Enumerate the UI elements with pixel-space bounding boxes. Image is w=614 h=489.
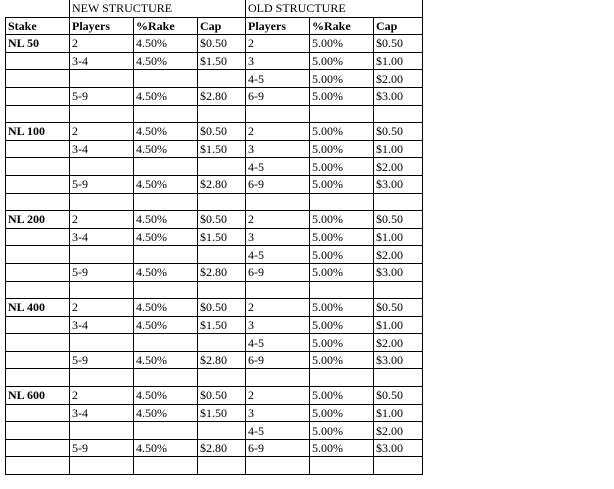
- empty-cell: [198, 281, 246, 299]
- empty-cell: [246, 193, 310, 211]
- table-row: [6, 387, 423, 405]
- old-cap-cell: $1.00: [374, 404, 423, 422]
- table-row: [6, 158, 423, 176]
- empty-cell: [134, 457, 198, 475]
- table-row: [6, 123, 423, 141]
- new-players-column-header: Players: [70, 17, 134, 35]
- new-cap-cell: $2.80: [198, 351, 246, 369]
- new-cap-cell: [198, 334, 246, 352]
- new-players-cell: [70, 246, 134, 264]
- stake-label: NL 100: [6, 123, 70, 141]
- stake-cell: [6, 70, 70, 88]
- empty-cell: [134, 105, 198, 123]
- new-players-cell: 3-4: [70, 228, 134, 246]
- spacer-row: [6, 457, 423, 475]
- new-cap-cell: $0.50: [198, 35, 246, 53]
- stake-label: NL 50: [6, 35, 70, 53]
- new-players-cell: 2: [70, 387, 134, 405]
- old-players-cell: 3: [246, 404, 310, 422]
- stake-cell: [6, 263, 70, 281]
- new-rake-cell: 4.50%: [134, 211, 198, 229]
- new-players-cell: 3-4: [70, 52, 134, 70]
- empty-cell: [6, 193, 70, 211]
- new-players-cell: 2: [70, 299, 134, 317]
- new-rake-cell: 4.50%: [134, 123, 198, 141]
- column-header-row: [6, 17, 423, 35]
- old-rake-cell: 5.00%: [310, 140, 374, 158]
- new-players-cell: [70, 422, 134, 440]
- new-cap-cell: $0.50: [198, 387, 246, 405]
- stake-label: NL 600: [6, 387, 70, 405]
- new-players-cell: [70, 158, 134, 176]
- old-rake-cell: 5.00%: [310, 299, 374, 317]
- new-rake-cell: 4.50%: [134, 351, 198, 369]
- new-cap-cell: $1.50: [198, 404, 246, 422]
- old-players-cell: 3: [246, 316, 310, 334]
- empty-cell: [310, 457, 374, 475]
- old-cap-cell: $3.00: [374, 263, 423, 281]
- old-cap-cell: $2.00: [374, 70, 423, 88]
- stake-cell: [6, 334, 70, 352]
- new-players-cell: [70, 70, 134, 88]
- empty-cell: [374, 193, 423, 211]
- table-row: [6, 316, 423, 334]
- old-players-cell: 6-9: [246, 175, 310, 193]
- old-players-cell: 2: [246, 35, 310, 53]
- table-row: [6, 140, 423, 158]
- new-players-cell: 5-9: [70, 87, 134, 105]
- empty-cell: [310, 193, 374, 211]
- new-cap-column-header: Cap: [198, 17, 246, 35]
- empty-cell: [134, 281, 198, 299]
- empty-cell: [374, 457, 423, 475]
- empty-cell: [198, 105, 246, 123]
- structure-header-row: [6, 0, 423, 17]
- new-cap-cell: [198, 422, 246, 440]
- old-rake-cell: 5.00%: [310, 70, 374, 88]
- old-cap-cell: $1.00: [374, 140, 423, 158]
- old-players-cell: 6-9: [246, 87, 310, 105]
- new-cap-cell: $0.50: [198, 123, 246, 141]
- new-cap-cell: $1.50: [198, 228, 246, 246]
- old-players-column-header: Players: [246, 17, 310, 35]
- old-cap-cell: $0.50: [374, 123, 423, 141]
- new-rake-cell: [134, 158, 198, 176]
- empty-cell: [310, 369, 374, 387]
- table-row: [6, 246, 423, 264]
- stake-cell: [6, 439, 70, 457]
- new-rake-cell: 4.50%: [134, 140, 198, 158]
- stake-cell: [6, 246, 70, 264]
- old-cap-cell: $1.00: [374, 316, 423, 334]
- stake-cell: [6, 87, 70, 105]
- empty-cell: [374, 105, 423, 123]
- old-rake-cell: 5.00%: [310, 404, 374, 422]
- old-players-cell: 2: [246, 211, 310, 229]
- spacer-row: [6, 281, 423, 299]
- old-cap-column-header: Cap: [374, 17, 423, 35]
- new-players-cell: 3-4: [70, 404, 134, 422]
- old-cap-cell: $3.00: [374, 87, 423, 105]
- new-players-cell: 2: [70, 211, 134, 229]
- old-players-cell: 3: [246, 140, 310, 158]
- table-row: [6, 263, 423, 281]
- old-rake-cell: 5.00%: [310, 334, 374, 352]
- old-players-cell: 2: [246, 299, 310, 317]
- table-row: [6, 175, 423, 193]
- empty-cell: [310, 281, 374, 299]
- old-cap-cell: $1.00: [374, 228, 423, 246]
- empty-cell: [374, 369, 423, 387]
- empty-cell: [246, 105, 310, 123]
- table-row: [6, 228, 423, 246]
- empty-cell: [70, 281, 134, 299]
- old-cap-cell: $3.00: [374, 351, 423, 369]
- old-rake-cell: 5.00%: [310, 175, 374, 193]
- spacer-row: [6, 105, 423, 123]
- stake-cell: [6, 404, 70, 422]
- old-rake-cell: 5.00%: [310, 228, 374, 246]
- new-cap-cell: $2.80: [198, 87, 246, 105]
- new-cap-cell: $2.80: [198, 439, 246, 457]
- old-players-cell: 4-5: [246, 422, 310, 440]
- old-players-cell: 4-5: [246, 70, 310, 88]
- table-row: [6, 422, 423, 440]
- new-rake-cell: 4.50%: [134, 228, 198, 246]
- old-players-cell: 6-9: [246, 439, 310, 457]
- old-players-cell: 2: [246, 123, 310, 141]
- new-players-cell: [70, 334, 134, 352]
- corner-cell: [6, 0, 70, 17]
- old-rake-cell: 5.00%: [310, 439, 374, 457]
- new-rake-cell: 4.50%: [134, 175, 198, 193]
- old-cap-cell: $0.50: [374, 299, 423, 317]
- new-structure-heading: NEW STRUCTURE: [70, 0, 246, 17]
- empty-cell: [6, 281, 70, 299]
- empty-cell: [6, 369, 70, 387]
- old-rake-column-header: %Rake: [310, 17, 374, 35]
- new-cap-cell: $0.50: [198, 299, 246, 317]
- new-cap-cell: $1.50: [198, 52, 246, 70]
- old-rake-cell: 5.00%: [310, 263, 374, 281]
- stake-cell: [6, 52, 70, 70]
- empty-cell: [198, 369, 246, 387]
- old-cap-cell: $2.00: [374, 334, 423, 352]
- old-players-cell: 3: [246, 52, 310, 70]
- stake-cell: [6, 228, 70, 246]
- new-rake-cell: [134, 422, 198, 440]
- old-rake-cell: 5.00%: [310, 35, 374, 53]
- table-row: [6, 404, 423, 422]
- old-cap-cell: $3.00: [374, 439, 423, 457]
- old-cap-cell: $2.00: [374, 158, 423, 176]
- new-cap-cell: $1.50: [198, 316, 246, 334]
- old-rake-cell: 5.00%: [310, 211, 374, 229]
- empty-cell: [134, 193, 198, 211]
- new-rake-cell: 4.50%: [134, 404, 198, 422]
- table-row: [6, 35, 423, 53]
- new-players-cell: 3-4: [70, 140, 134, 158]
- old-rake-cell: 5.00%: [310, 316, 374, 334]
- empty-cell: [70, 457, 134, 475]
- new-players-cell: 2: [70, 35, 134, 53]
- new-players-cell: 3-4: [70, 316, 134, 334]
- table-row: [6, 439, 423, 457]
- old-cap-cell: $1.00: [374, 52, 423, 70]
- empty-cell: [70, 369, 134, 387]
- old-rake-cell: 5.00%: [310, 246, 374, 264]
- old-rake-cell: 5.00%: [310, 158, 374, 176]
- stake-cell: [6, 351, 70, 369]
- new-players-cell: 5-9: [70, 263, 134, 281]
- old-cap-cell: $0.50: [374, 211, 423, 229]
- stake-column-header: Stake: [6, 17, 70, 35]
- old-players-cell: 6-9: [246, 351, 310, 369]
- table-row: [6, 211, 423, 229]
- old-rake-cell: 5.00%: [310, 52, 374, 70]
- spacer-row: [6, 369, 423, 387]
- old-players-cell: 2: [246, 387, 310, 405]
- new-cap-cell: $2.80: [198, 175, 246, 193]
- old-players-cell: 4-5: [246, 334, 310, 352]
- new-cap-cell: [198, 158, 246, 176]
- table-row: [6, 70, 423, 88]
- old-cap-cell: $2.00: [374, 422, 423, 440]
- empty-cell: [6, 457, 70, 475]
- empty-cell: [246, 457, 310, 475]
- empty-cell: [198, 457, 246, 475]
- spacer-row: [6, 193, 423, 211]
- empty-cell: [246, 369, 310, 387]
- old-cap-cell: $0.50: [374, 387, 423, 405]
- new-cap-cell: [198, 246, 246, 264]
- stake-cell: [6, 140, 70, 158]
- old-cap-cell: $2.00: [374, 246, 423, 264]
- new-rake-cell: [134, 334, 198, 352]
- new-cap-cell: $0.50: [198, 211, 246, 229]
- empty-cell: [70, 193, 134, 211]
- empty-cell: [374, 281, 423, 299]
- old-rake-cell: 5.00%: [310, 87, 374, 105]
- new-rake-cell: 4.50%: [134, 387, 198, 405]
- old-cap-cell: $3.00: [374, 175, 423, 193]
- new-rake-cell: 4.50%: [134, 263, 198, 281]
- new-cap-cell: [198, 70, 246, 88]
- new-rake-cell: 4.50%: [134, 87, 198, 105]
- old-rake-cell: 5.00%: [310, 387, 374, 405]
- stake-label: NL 200: [6, 211, 70, 229]
- stake-cell: [6, 422, 70, 440]
- table-row: [6, 351, 423, 369]
- new-rake-cell: 4.50%: [134, 316, 198, 334]
- empty-cell: [70, 105, 134, 123]
- stake-label: NL 400: [6, 299, 70, 317]
- old-players-cell: 3: [246, 228, 310, 246]
- empty-cell: [134, 369, 198, 387]
- new-rake-cell: [134, 70, 198, 88]
- new-rake-cell: 4.50%: [134, 52, 198, 70]
- table-row: [6, 87, 423, 105]
- new-cap-cell: $2.80: [198, 263, 246, 281]
- old-rake-cell: 5.00%: [310, 351, 374, 369]
- old-structure-heading: OLD STRUCTURE: [246, 0, 423, 17]
- table-row: [6, 334, 423, 352]
- old-rake-cell: 5.00%: [310, 422, 374, 440]
- new-rake-column-header: %Rake: [134, 17, 198, 35]
- table-row: [6, 52, 423, 70]
- old-cap-cell: $0.50: [374, 35, 423, 53]
- stake-cell: [6, 158, 70, 176]
- stake-cell: [6, 316, 70, 334]
- old-players-cell: 6-9: [246, 263, 310, 281]
- new-players-cell: 5-9: [70, 351, 134, 369]
- empty-cell: [310, 105, 374, 123]
- empty-cell: [6, 105, 70, 123]
- empty-cell: [246, 281, 310, 299]
- new-players-cell: 2: [70, 123, 134, 141]
- new-rake-cell: 4.50%: [134, 35, 198, 53]
- empty-cell: [198, 193, 246, 211]
- old-players-cell: 4-5: [246, 158, 310, 176]
- old-players-cell: 4-5: [246, 246, 310, 264]
- stake-cell: [6, 175, 70, 193]
- new-rake-cell: [134, 246, 198, 264]
- rake-table-body: [6, 0, 423, 475]
- new-cap-cell: $1.50: [198, 140, 246, 158]
- new-rake-cell: 4.50%: [134, 299, 198, 317]
- new-players-cell: 5-9: [70, 439, 134, 457]
- rake-comparison-table: [5, 0, 423, 475]
- new-players-cell: 5-9: [70, 175, 134, 193]
- old-rake-cell: 5.00%: [310, 123, 374, 141]
- new-rake-cell: 4.50%: [134, 439, 198, 457]
- table-row: [6, 299, 423, 317]
